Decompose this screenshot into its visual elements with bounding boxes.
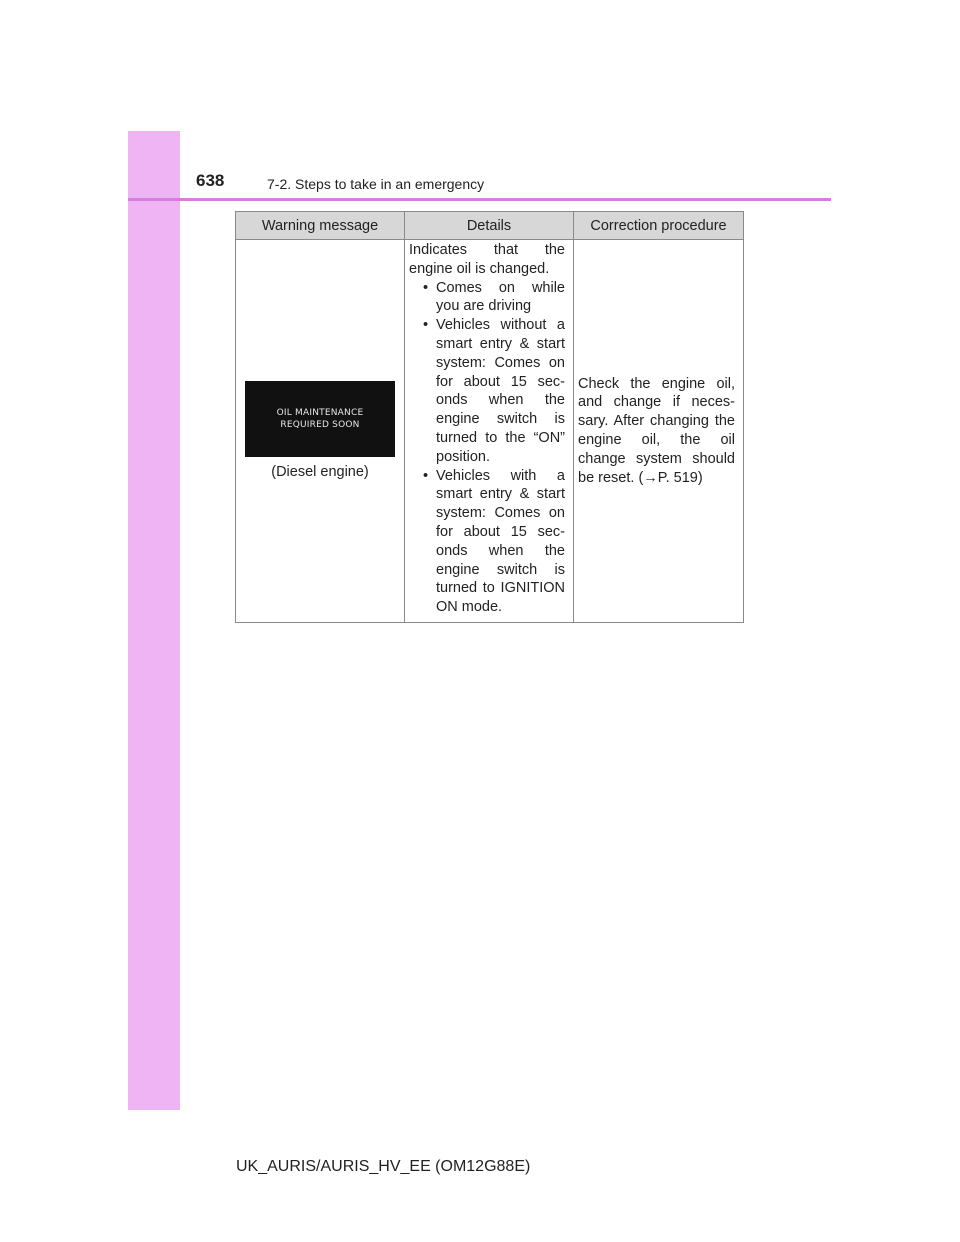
- section-title: 7-2. Steps to take in an emergency: [267, 176, 485, 192]
- correction-procedure-cell: Check the engine oil, and change if neces-sary. After changing the engine oil, the oil change system should be reset. (→P. 519): [574, 240, 744, 623]
- warning-message-cell: [236, 240, 405, 623]
- column-header-correction-procedure: Correction procedure: [574, 212, 744, 240]
- column-header-warning-message: Warning message: [236, 212, 405, 240]
- details-intro: Indicates that the engine oil is changed.: [409, 242, 565, 277]
- table-row: [236, 240, 744, 623]
- list-item: • Vehicles with a smart entry & start system: Comes on for about 15 sec-onds when the engine switch is turned to IGNITION ON mode.: [409, 467, 565, 617]
- display-line: REQUIRED SOON: [280, 419, 360, 430]
- oil-maintenance-display: [245, 381, 395, 457]
- document-footer: UK_AURIS/AURIS_HV_EE (OM12G88E): [236, 1158, 531, 1175]
- chapter-side-tab: [128, 131, 180, 1110]
- column-header-details: Details: [405, 212, 574, 240]
- header-rule: [128, 198, 831, 201]
- display-caption: (Diesel engine): [271, 463, 369, 480]
- details-cell: [405, 240, 574, 623]
- table-header-row: [236, 212, 744, 240]
- page-number: 638: [196, 171, 225, 190]
- details-bullet-list: [409, 279, 565, 617]
- list-item: • Comes on while you are driving: [409, 279, 565, 317]
- list-item: • Vehicles without a smart entry & start system: Comes on for about 15 sec-onds when the engine switch is turned to the “ON” position.: [409, 316, 565, 466]
- display-line: OIL MAINTENANCE: [276, 407, 364, 418]
- warning-message-table: [235, 211, 744, 623]
